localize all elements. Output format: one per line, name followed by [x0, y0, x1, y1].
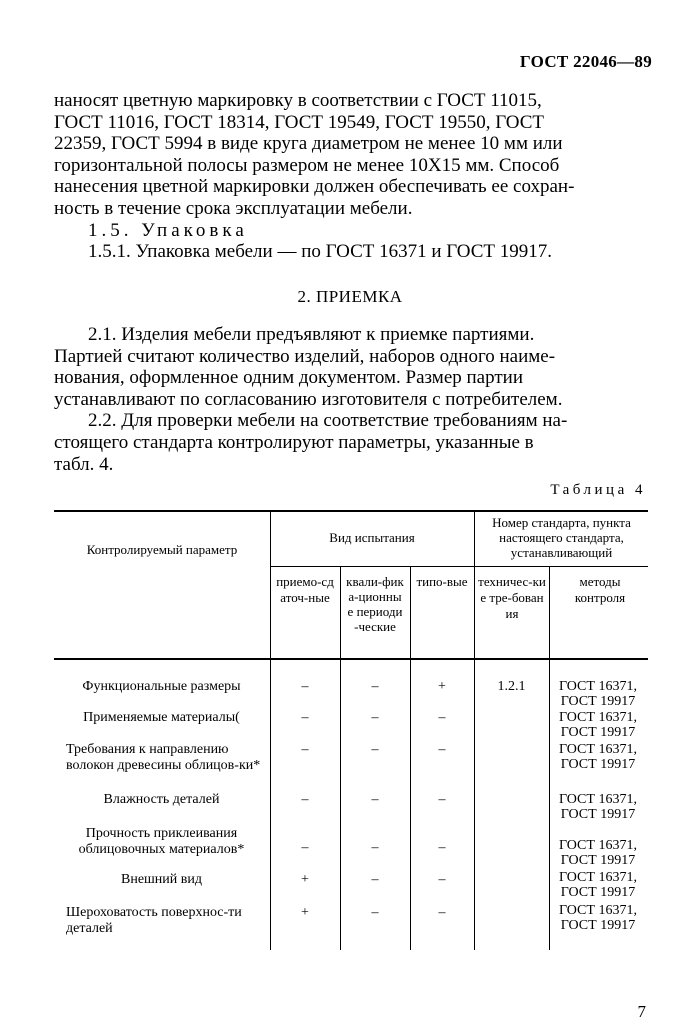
text-line: табл. 4.: [54, 453, 114, 475]
row-tech-req: 1.2.1: [497, 679, 526, 694]
gost-line: ГОСТ 16371,: [559, 679, 637, 694]
table-4: [54, 510, 648, 950]
row-typical: –: [438, 792, 446, 807]
gost-line: ГОСТ 19917: [560, 918, 636, 933]
row-qualification: –: [371, 872, 379, 887]
gost-line: ГОСТ 19917: [560, 694, 636, 709]
gost-line: ГОСТ 19917: [560, 885, 636, 900]
gost-line: ГОСТ 19917: [560, 757, 636, 772]
row-param: Внешний вид: [120, 872, 203, 887]
row-typical: –: [438, 905, 446, 920]
column-divider: [474, 510, 475, 950]
text-line: 2.2. Для проверки мебели на соответствие требованиям на-: [88, 410, 568, 432]
row-methods: [550, 903, 646, 933]
header-bottom-rule: [54, 658, 648, 660]
header-methods: методы контроля: [574, 574, 626, 605]
gost-line: ГОСТ 16371,: [559, 792, 637, 807]
row-param: Прочность приклеивания облицовочных материалов*: [78, 826, 245, 857]
row-acceptance: –: [301, 742, 309, 757]
gost-line: ГОСТ 16371,: [559, 870, 637, 885]
row-methods: [550, 838, 646, 868]
paragraph-marking: [54, 90, 646, 263]
row-param: Применяемые материалы(: [83, 710, 240, 725]
header-param: Контролируемый параметр: [86, 542, 238, 557]
row-typical: –: [438, 710, 446, 725]
text-line: устанавливают по согласованию изготовителя с потребителем.: [54, 388, 563, 410]
header-typical: типо-вые: [416, 574, 468, 589]
column-divider: [410, 566, 411, 950]
row-typical: –: [438, 742, 446, 757]
gost-line: ГОСТ 16371,: [559, 903, 637, 918]
gost-line: ГОСТ 19917: [560, 807, 636, 822]
header-qualification: квали-фика-ционные периоди-ческие: [346, 574, 404, 634]
row-qualification: –: [371, 742, 379, 757]
gost-line: ГОСТ 16371,: [559, 838, 637, 853]
row-qualification: –: [371, 905, 379, 920]
row-methods: [550, 679, 646, 709]
row-acceptance: –: [301, 710, 309, 725]
document-header: ГОСТ 22046—89: [519, 52, 652, 71]
header-test-type: Вид испытания: [329, 530, 415, 545]
header-standard-ref: Номер стандарта, пункта настоящего стандарта, устанавливающий: [492, 515, 631, 560]
row-qualification: –: [371, 792, 379, 807]
row-acceptance: –: [301, 792, 309, 807]
row-typical: +: [438, 679, 446, 694]
row-acceptance: –: [301, 679, 309, 694]
row-param: Шероховатость поверхнос-ти деталей: [66, 905, 242, 936]
row-methods: [550, 742, 646, 772]
text-line: ГОСТ 11016, ГОСТ 18314, ГОСТ 19549, ГОСТ 19550, ГОСТ: [54, 111, 545, 133]
row-param: Функциональные размеры: [82, 679, 241, 694]
row-param: Влажность деталей: [103, 792, 220, 807]
row-typical: –: [438, 840, 446, 855]
page-number: 7: [637, 1002, 646, 1021]
row-methods: [550, 710, 646, 740]
header-sub-rule: [270, 566, 648, 567]
text-line: 22359, ГОСТ 5994 в виде круга диаметром не менее 10 мм или: [54, 133, 563, 155]
gost-line: ГОСТ 19917: [560, 853, 636, 868]
text-line: стоящего стандарта контролируют параметры, указанные в: [54, 431, 534, 453]
gost-line: ГОСТ 16371,: [559, 742, 637, 757]
row-methods: [550, 792, 646, 822]
row-qualification: –: [371, 679, 379, 694]
text-line: ность в течение срока эксплуатации мебели.: [54, 197, 413, 219]
row-acceptance: +: [301, 872, 309, 887]
row-typical: –: [438, 872, 446, 887]
column-divider: [340, 566, 341, 950]
row-acceptance: +: [301, 905, 309, 920]
section-1-5-1: 1.5.1. Упаковка мебели — по ГОСТ 16371 и ГОСТ 19917.: [88, 241, 553, 263]
gost-line: ГОСТ 19917: [560, 725, 636, 740]
header-tech-req: техничес-кие тре-бования: [478, 574, 546, 621]
text-line: наносят цветную маркировку в соответствии с ГОСТ 11015,: [54, 90, 542, 111]
row-qualification: –: [371, 840, 379, 855]
row-acceptance: –: [301, 840, 309, 855]
header-acceptance: приемо-сдаточ-ные: [276, 574, 334, 605]
row-methods: [550, 870, 646, 900]
gost-line: ГОСТ 16371,: [559, 710, 637, 725]
row-qualification: –: [371, 710, 379, 725]
section-1-5-heading: 1.5. Упаковка: [88, 219, 248, 241]
text-line: нанесения цветной маркировки должен обеспечивать ее сохран-: [54, 176, 575, 198]
table-top-rule: [54, 510, 648, 512]
table-caption: Таблица 4: [550, 482, 646, 498]
text-line: Партией считают количество изделий, наборов одного наиме-: [54, 345, 556, 367]
text-line: нования, оформленное одним документом. Размер партии: [54, 367, 523, 389]
text-line: горизонтальной полосы размером не менее 10Х15 мм. Способ: [54, 154, 560, 176]
paragraph-2-1: [54, 324, 646, 475]
text-line: 2.1. Изделия мебели предъявляют к приемке партиями.: [88, 324, 535, 345]
row-param: Требования к направлению волокон древесины облицов-ки*: [66, 742, 261, 773]
section-title: 2. ПРИЕМКА: [297, 287, 403, 306]
